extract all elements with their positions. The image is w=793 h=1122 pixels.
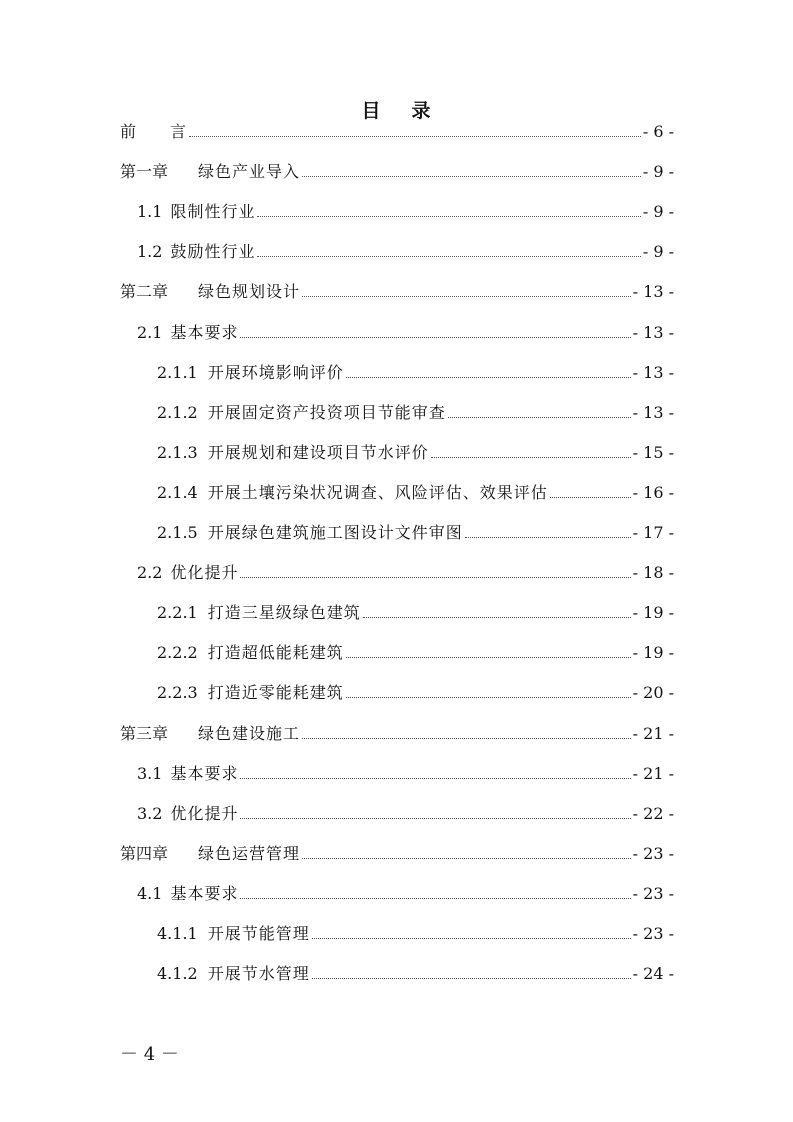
toc-dot-leader [240, 818, 630, 819]
toc-entry-number: 前 [120, 122, 137, 141]
toc-entry-page: - 20 - [632, 683, 674, 703]
toc-entry-number: 3.1 [137, 763, 163, 783]
toc-entry-number: 2.1.5 [157, 523, 198, 542]
toc-entry-page: - 13 - [632, 322, 674, 342]
toc-entry-number: 4.1 [137, 883, 163, 903]
toc-entry-page: - 19 - [632, 603, 674, 623]
toc-dot-leader [257, 216, 640, 217]
toc-entry[interactable] [157, 919, 674, 945]
toc-dot-leader [189, 136, 641, 137]
toc-dot-leader [240, 337, 630, 338]
toc-dot-leader [302, 176, 641, 177]
toc-dot-leader [312, 938, 631, 939]
toc-entry-number: 2.2.2 [157, 643, 198, 663]
toc-entry-page: - 21 - [632, 763, 674, 783]
toc-entry-title: 开展绿色建筑施工图设计文件审图 [207, 523, 463, 542]
toc-entry[interactable] [137, 197, 674, 223]
toc-entry[interactable] [157, 678, 674, 704]
toc-entry-number: 1.2 [137, 242, 163, 262]
toc-entry[interactable] [120, 117, 674, 143]
toc-dot-leader [346, 377, 631, 378]
toc-entry[interactable] [120, 277, 674, 303]
toc-entry-title: 优化提升 [170, 563, 239, 583]
toc-entry-title: 绿色运营管理 [198, 843, 301, 863]
toc-entry[interactable] [137, 237, 674, 263]
toc-entry-title: 打造三星级绿色建筑 [207, 603, 361, 623]
toc-entry-title: 开展节能管理 [207, 924, 310, 943]
toc-entry-number: 2.1.1 [157, 362, 198, 382]
toc-entry[interactable] [137, 759, 674, 785]
toc-entry-title: 打造超低能耗建筑 [207, 643, 344, 663]
toc-dot-leader [465, 537, 631, 538]
toc-entry-page: - 9 - [642, 162, 674, 182]
toc-entry[interactable] [157, 959, 674, 985]
toc-entry-title: 言 [170, 122, 188, 141]
toc-entry-number: 2.1.4 [157, 482, 198, 502]
toc-entry-page: - 16 - [632, 482, 674, 502]
toc-entry-number: 2.1 [137, 322, 163, 342]
toc-entry[interactable] [137, 558, 674, 584]
toc-entry-number: 1.1 [137, 202, 163, 222]
toc-entry-title: 鼓励性行业 [170, 242, 256, 262]
toc-entry-page: - 9 - [642, 242, 674, 262]
page-number-footer: － 4 － [120, 1044, 179, 1065]
toc-entry-number: 2.1.3 [157, 442, 198, 462]
toc-entry-page: - 6 - [642, 122, 674, 141]
toc-entry[interactable] [157, 598, 674, 624]
toc-entry-title: 优化提升 [170, 803, 239, 823]
toc-dot-leader [302, 738, 631, 739]
toc-entry-title: 开展土壤污染状况调查、风险评估、效果评估 [207, 482, 548, 502]
toc-entry-number: 4.1.1 [157, 924, 198, 943]
toc-entry[interactable] [157, 438, 674, 464]
toc-dot-leader [346, 657, 631, 658]
toc-entry[interactable] [120, 157, 674, 183]
toc-dot-leader [240, 778, 630, 779]
toc-entry-number: 第三章 [120, 723, 169, 743]
toc-entry-number: 第四章 [120, 843, 169, 863]
toc-entry-title: 基本要求 [170, 763, 239, 783]
toc-entry-number: 2.1.2 [157, 402, 198, 422]
toc-entry[interactable] [137, 318, 674, 344]
toc-entry[interactable] [120, 719, 674, 745]
toc-entry-page: - 15 - [632, 442, 674, 462]
toc-entry-number: 2.2.3 [157, 683, 198, 703]
toc-entry[interactable] [137, 799, 674, 825]
toc-entry-title: 绿色规划设计 [198, 282, 301, 302]
toc-entry-page: - 23 - [632, 843, 674, 863]
toc-entry-page: - 19 - [632, 643, 674, 663]
toc-entry[interactable] [137, 879, 674, 905]
toc-dot-leader [302, 296, 631, 297]
toc-entry-title: 绿色建设施工 [198, 723, 301, 743]
toc-entry-number: 第一章 [120, 162, 169, 182]
toc-entry-page: - 24 - [632, 964, 674, 984]
toc-dot-leader [240, 898, 630, 899]
toc-entry-page: - 13 - [632, 282, 674, 302]
toc-entry-title: 绿色产业导入 [198, 162, 301, 182]
toc-entry-page: - 18 - [632, 563, 674, 583]
toc-dot-leader [448, 417, 631, 418]
toc-dot-leader [346, 697, 631, 698]
toc-dot-leader [550, 497, 631, 498]
toc-title-left: 目 [361, 100, 382, 122]
toc-dot-leader [302, 858, 631, 859]
toc-entry-title: 限制性行业 [170, 202, 256, 222]
toc-dot-leader [257, 256, 640, 257]
toc-entry[interactable] [157, 478, 674, 504]
toc-dot-leader [240, 577, 630, 578]
toc-dot-leader [431, 457, 631, 458]
toc-entry-page: - 22 - [632, 803, 674, 823]
toc-entry[interactable] [120, 839, 674, 865]
toc-entry-page: - 23 - [632, 924, 674, 943]
toc-entry-number: 2.2 [137, 563, 163, 583]
toc-entry-title: 开展规划和建设项目节水评价 [207, 442, 429, 462]
toc-entry[interactable] [157, 358, 674, 384]
toc-entry-title: 基本要求 [170, 883, 239, 903]
toc-entry-number: 4.1.2 [157, 964, 198, 984]
toc-entry-title: 基本要求 [170, 322, 239, 342]
toc-entry-page: - 17 - [632, 523, 674, 542]
toc-entry-title: 开展固定资产投资项目节能审查 [207, 402, 446, 422]
toc-entry[interactable] [157, 638, 674, 664]
toc-entry-page: - 23 - [632, 883, 674, 903]
toc-entry-number: 第二章 [120, 282, 169, 302]
toc-entry-title: 开展节水管理 [207, 964, 310, 984]
toc-entry-title: 开展环境影响评价 [207, 362, 344, 382]
toc-entry-page: - 21 - [632, 723, 674, 743]
toc-entry-page: - 9 - [642, 202, 674, 222]
toc-entry-page: - 13 - [632, 362, 674, 382]
toc-entry-number: 3.2 [137, 803, 163, 823]
toc-title-right: 录 [411, 100, 432, 122]
toc-dot-leader [312, 978, 631, 979]
toc-entry-title: 打造近零能耗建筑 [207, 683, 344, 703]
toc-entry-number: 2.2.1 [157, 603, 198, 623]
toc-entry[interactable] [157, 518, 674, 544]
toc-entry[interactable] [157, 398, 674, 424]
toc-entry-page: - 13 - [632, 402, 674, 422]
toc-dot-leader [363, 617, 631, 618]
